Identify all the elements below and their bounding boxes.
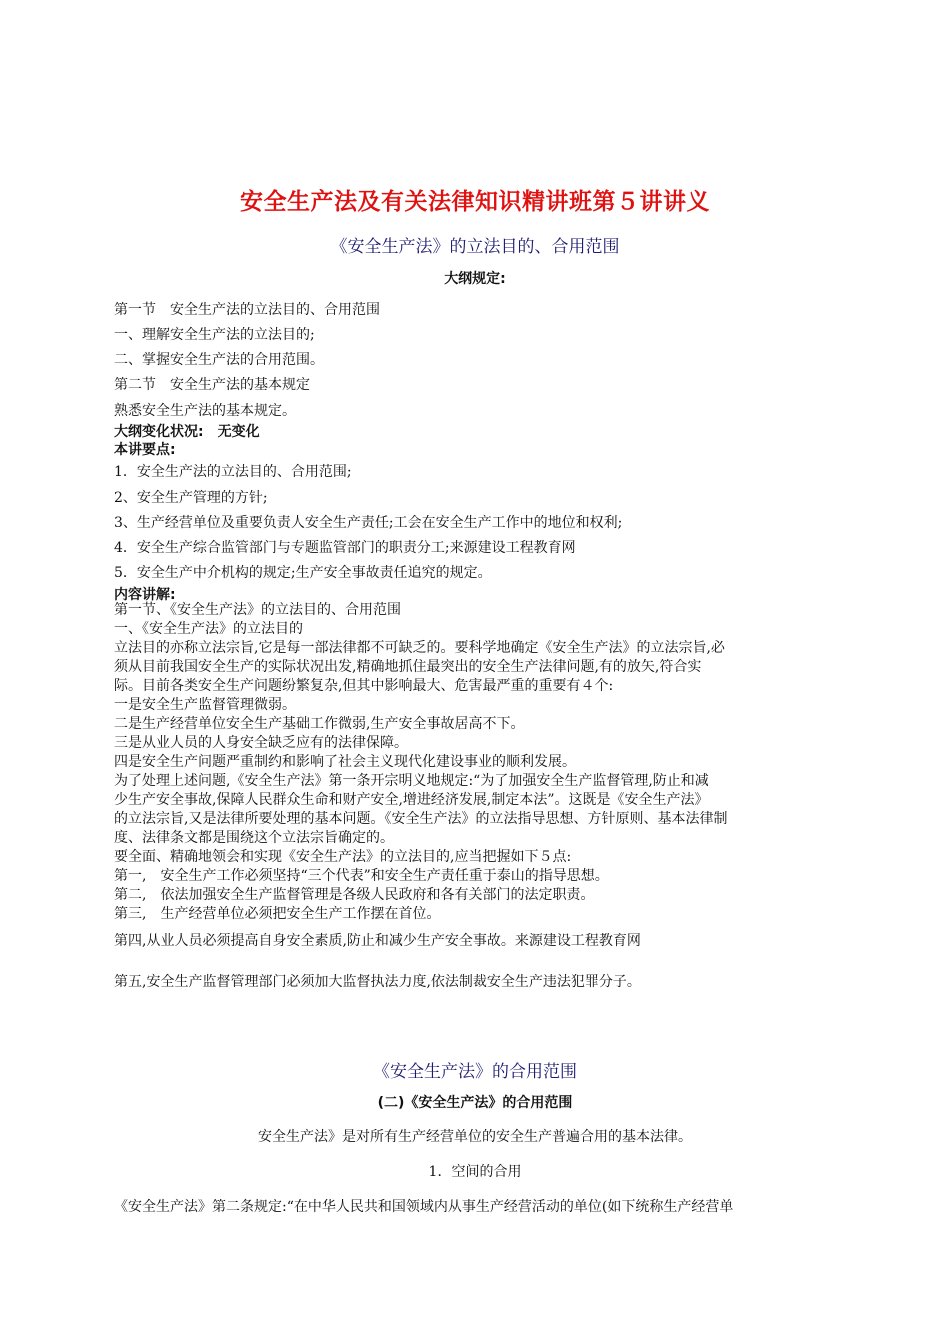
key-point-item: 3、生产经营单位及重要负责人安全生产责任;工会在安全生产工作中的地位和权利; bbox=[114, 515, 623, 531]
content-line: 要全面、精确地领会和实现《安全生产法》的立法目的,应当把握如下５点: bbox=[114, 849, 572, 865]
content-line: 立法目的亦称立法宗旨,它是每一部法律都不可缺乏的。要科学地确定《安全生产法》的立法宗旨,必 bbox=[114, 640, 725, 656]
section-subtitle-scope: 《安全生产法》的合用范围 bbox=[373, 1062, 577, 1082]
outline-heading: 大纲规定: bbox=[444, 271, 506, 287]
content-line: 须从目前我国安全生产的实际状况出发,精确地抓住最突出的安全生产法律问题,有的放矢,符合实 bbox=[114, 659, 702, 675]
content-heading: 内容讲解: bbox=[114, 587, 176, 603]
change-status: 大纲变化状况: 无变化 bbox=[114, 424, 260, 440]
outline-item: 熟悉安全生产法的基本规定。 bbox=[114, 403, 296, 419]
section2-subheading: 1．空间的合用 bbox=[428, 1164, 522, 1180]
content-line: 度、法律条文都是围绕这个立法宗旨确定的。 bbox=[114, 830, 394, 846]
content-line: 第一节、《安全生产法》的立法目的、合用范围 bbox=[114, 602, 401, 618]
key-points-heading: 本讲要点: bbox=[114, 442, 176, 458]
content-line: 第一, 安全生产工作必须坚持“三个代表”和安全生产责任重于泰山的指导思想。 bbox=[114, 868, 609, 884]
fourth-point: 第四,从业人员必须提高自身安全素质,防止和减少生产安全事故。来源建设工程教育网 bbox=[114, 933, 641, 949]
outline-item: 第二节 安全生产法的基本规定 bbox=[114, 377, 310, 393]
content-line: 一是安全生产监督管理微弱。 bbox=[114, 697, 296, 713]
content-line: 少生产安全事故,保障人民群众生命和财产安全,增进经济发展,制定本法”。这既是《安全生产法》 bbox=[114, 792, 709, 808]
outline-item: 二、掌握安全生产法的合用范围。 bbox=[114, 352, 324, 368]
content-line: 第三, 生产经营单位必须把安全生产工作摆在首位。 bbox=[114, 906, 441, 922]
section2-article: 《安全生产法》第二条规定:“在中华人民共和国领域内从事生产经营活动的单位(如下统称生产经营单 bbox=[114, 1199, 734, 1215]
section2-heading: (二)《安全生产法》的合用范围 bbox=[377, 1095, 573, 1111]
content-line: 四是安全生产问题严重制约和影响了社会主义现代化建设事业的顺利发展。 bbox=[114, 754, 576, 770]
key-point-item: 2、安全生产管理的方针; bbox=[114, 490, 268, 506]
content-line: 为了处理上述问题,《安全生产法》第一条开宗明义地规定:“为了加强安全生产监督管理,防止和减 bbox=[114, 773, 709, 789]
key-point-item: 5．安全生产中介机构的规定;生产安全事故责任追究的规定。 bbox=[114, 565, 492, 581]
content-line: 的立法宗旨,又是法律所要处理的基本问题。《安全生产法》的立法指导思想、方针原则、基本法律制 bbox=[114, 811, 728, 827]
key-point-item: 4．安全生产综合监管部门与专题监管部门的职责分工;来源建设工程教育网 bbox=[114, 540, 576, 556]
section2-intro: 安全生产法》是对所有生产经营单位的安全生产普遍合用的基本法律。 bbox=[258, 1129, 692, 1145]
content-line: 三是从业人员的人身安全缺乏应有的法律保障。 bbox=[114, 735, 408, 751]
content-line: 第二, 依法加强安全生产监督管理是各级人民政府和各有关部门的法定职责。 bbox=[114, 887, 595, 903]
document-title: 安全生产法及有关法律知识精讲班第５讲讲义 bbox=[240, 189, 710, 215]
content-line: 际。目前各类安全生产问题纷繁复杂,但其中影响最大、危害最严重的重要有４个: bbox=[114, 678, 614, 694]
section-subtitle-purpose: 《安全生产法》的立法目的、合用范围 bbox=[330, 237, 620, 257]
outline-item: 第一节 安全生产法的立法目的、合用范围 bbox=[114, 302, 380, 318]
fifth-point: 第五,安全生产监督管理部门必须加大监督执法力度,依法制裁安全生产违法犯罪分子。 bbox=[114, 974, 641, 990]
content-line: 一、《安全生产法》的立法目的 bbox=[114, 621, 303, 637]
outline-item: 一、理解安全生产法的立法目的; bbox=[114, 327, 315, 343]
key-point-item: 1．安全生产法的立法目的、合用范围; bbox=[114, 464, 352, 480]
content-line: 二是生产经营单位安全生产基础工作微弱,生产安全事故居高不下。 bbox=[114, 716, 525, 732]
